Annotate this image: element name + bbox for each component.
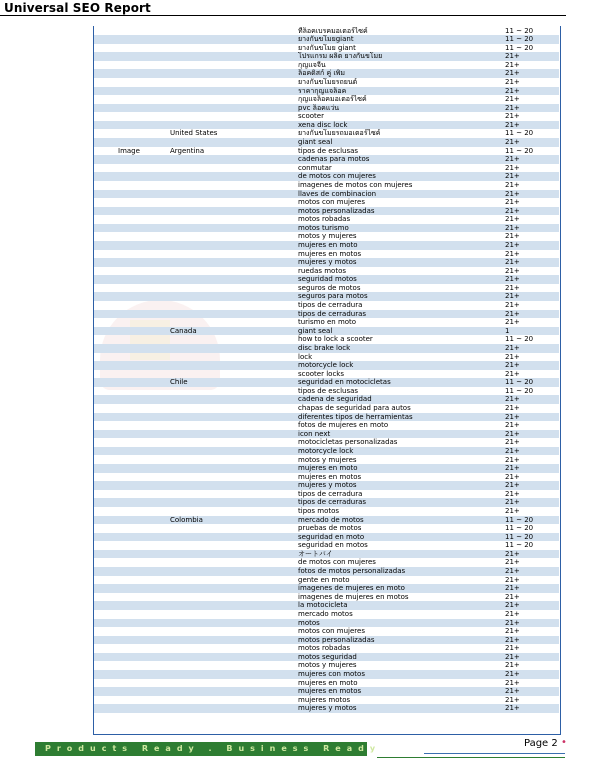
keyword-cell: giant seal	[298, 326, 333, 335]
table-row	[94, 490, 559, 499]
position-cell: 21+	[505, 283, 520, 292]
position-cell: 21+	[505, 644, 520, 653]
table-row	[94, 378, 559, 387]
table-row	[94, 69, 559, 78]
keyword-cell: la motocicleta	[298, 601, 348, 610]
table-row	[94, 61, 559, 70]
table-row	[94, 335, 559, 344]
position-cell: 21+	[505, 506, 520, 515]
position-cell: 21+	[505, 309, 520, 318]
result-type-cell: Image	[118, 146, 140, 155]
position-cell: 21+	[505, 618, 520, 627]
table-row	[94, 507, 559, 516]
keyword-cell: กุญแจจีน	[298, 60, 326, 69]
position-cell: 21+	[505, 395, 520, 404]
position-cell: 21+	[505, 352, 520, 361]
table-row	[94, 138, 559, 147]
keyword-cell: tipos de cerradura	[298, 489, 363, 498]
table-row	[94, 327, 559, 336]
table-row	[94, 567, 559, 576]
table-row	[94, 636, 559, 645]
keyword-cell: mujeres y motos	[298, 258, 357, 267]
table-row	[94, 593, 559, 602]
table-row	[94, 344, 559, 353]
keyword-cell: tipos de cerraduras	[298, 498, 367, 507]
keyword-cell: mujeres en moto	[298, 241, 358, 249]
table-row	[94, 181, 559, 190]
position-cell: 21+	[505, 189, 520, 198]
position-cell: 1	[505, 326, 510, 335]
keyword-cell: motos personalizadas	[298, 206, 375, 215]
position-cell: 21+	[505, 670, 520, 678]
keyword-cell: tipos de cerradura	[298, 301, 363, 310]
table-row	[94, 576, 559, 585]
position-cell: 21+	[505, 206, 520, 215]
position-cell: 11 ~ 20	[505, 146, 534, 155]
table-row	[94, 104, 559, 113]
keyword-cell: mujeres motos	[298, 695, 351, 704]
position-cell: 11 ~ 20	[505, 532, 534, 541]
position-cell: 21+	[505, 172, 520, 181]
position-cell: 21+	[505, 695, 520, 704]
position-cell: 21+	[505, 558, 520, 567]
table-row	[94, 35, 559, 44]
position-cell: 21+	[505, 584, 520, 593]
keyword-cell: pvc ล็อคแว่น	[298, 103, 340, 112]
position-cell: 21+	[505, 412, 520, 421]
keyword-cell: mujeres en moto	[298, 678, 358, 687]
keyword-cell: ยางกันขโมยgiant	[298, 35, 354, 44]
page-number: Page 2	[524, 738, 558, 749]
position-cell: 21+	[505, 155, 520, 164]
keyword-cell: imagenes de motos con mujeres	[298, 180, 413, 189]
position-cell: 11 ~ 20	[505, 26, 534, 35]
keyword-cell: de motos con mujeres	[298, 558, 376, 567]
table-row	[94, 653, 559, 662]
position-cell: 21+	[505, 232, 520, 241]
position-cell: 21+	[505, 95, 520, 104]
keyword-cell: motocicletas personalizadas	[298, 438, 398, 447]
position-cell: 21+	[505, 361, 520, 370]
keyword-cell: how to lock a scooter	[298, 335, 373, 344]
keyword-cell: motos	[298, 618, 320, 627]
position-cell: 21+	[505, 601, 520, 610]
keyword-cell: pruebas de motos	[298, 524, 362, 533]
table-row	[94, 670, 559, 679]
table-row	[94, 121, 559, 130]
position-cell: 11 ~ 20	[505, 35, 534, 44]
keyword-cell: chapas de seguridad para autos	[298, 404, 411, 413]
table-row	[94, 661, 559, 670]
position-cell: 21+	[505, 266, 520, 275]
table-row	[94, 275, 559, 284]
position-cell: 21+	[505, 446, 520, 455]
table-row	[94, 404, 559, 413]
table-row	[94, 129, 559, 138]
position-cell: 21+	[505, 455, 520, 464]
keyword-cell: xena disc lock	[298, 120, 348, 129]
keyword-cell: llaves de combinacion	[298, 189, 377, 198]
table-row	[94, 473, 559, 482]
table-row	[94, 112, 559, 121]
table-row	[94, 318, 559, 327]
position-cell: 21+	[505, 567, 520, 576]
position-cell: 21+	[505, 86, 520, 95]
position-cell: 21+	[505, 661, 520, 670]
table-row	[94, 524, 559, 533]
position-cell: 21+	[505, 60, 520, 69]
position-cell: 21+	[505, 52, 520, 61]
position-cell: 21+	[505, 301, 520, 310]
table-row	[94, 190, 559, 199]
position-cell: 21+	[505, 421, 520, 430]
country-cell: Colombia	[170, 515, 203, 524]
table-row	[94, 619, 559, 628]
keyword-cell: motos personalizadas	[298, 635, 375, 644]
position-cell: 21+	[505, 481, 520, 490]
position-cell: 11 ~ 20	[505, 524, 534, 533]
table-row	[94, 516, 559, 525]
table-row	[94, 250, 559, 259]
position-cell: 21+	[505, 343, 520, 352]
table-row	[94, 498, 559, 507]
table-row	[94, 430, 559, 439]
table-row	[94, 456, 559, 465]
position-cell: 21+	[505, 687, 520, 696]
table-row	[94, 421, 559, 430]
table-row	[94, 267, 559, 276]
position-cell: 21+	[505, 549, 520, 558]
keyword-cell: disc brake lock	[298, 343, 351, 352]
keyword-cell: motorcycle lock	[298, 446, 354, 455]
table-row	[94, 87, 559, 96]
keyword-cell: seguridad en motocicletas	[298, 378, 391, 387]
keyword-cell: seguridad en moto	[298, 532, 365, 541]
table-row	[94, 27, 559, 36]
position-cell: 21+	[505, 198, 520, 207]
position-cell: 21+	[505, 627, 520, 636]
keyword-cell: mujeres y motos	[298, 704, 357, 713]
position-cell: 21+	[505, 318, 520, 327]
table-row	[94, 172, 559, 181]
country-cell: Chile	[170, 378, 188, 387]
keyword-cell: mujeres en motos	[298, 687, 362, 696]
country-cell: Canada	[170, 326, 197, 335]
position-cell: 21+	[505, 292, 520, 301]
position-cell: 11 ~ 20	[505, 515, 534, 524]
keyword-cell: fotos de mujeres en moto	[298, 421, 389, 430]
table-row	[94, 207, 559, 216]
country-cell: Argentina	[170, 146, 205, 155]
keyword-cell: icon next	[298, 429, 331, 438]
table-row	[94, 258, 559, 267]
table-row	[94, 395, 559, 404]
keyword-cell: tipos de cerraduras	[298, 309, 367, 318]
table-row	[94, 292, 559, 301]
footer-divider-green	[377, 757, 565, 758]
keyword-cell: ล็อคดิสก์ คู่ เพิ่ม	[298, 69, 345, 78]
position-cell: 21+	[505, 404, 520, 413]
position-cell: 21+	[505, 464, 520, 473]
table-row	[94, 241, 559, 250]
keyword-cell: motos con mujeres	[298, 198, 365, 207]
keyword-cell: motos seguridad	[298, 652, 357, 661]
keyword-cell: seguridad motos	[298, 275, 357, 284]
position-cell: 21+	[505, 575, 520, 584]
table-row	[94, 584, 559, 593]
position-cell: 21+	[505, 489, 520, 498]
keyword-cell: motos y mujeres	[298, 455, 357, 464]
table-row	[94, 541, 559, 550]
position-cell: 21+	[505, 180, 520, 189]
position-cell: 21+	[505, 592, 520, 601]
table-row	[94, 627, 559, 636]
keyword-cell: conmutar	[298, 163, 332, 172]
position-cell: 21+	[505, 438, 520, 447]
position-cell: 21+	[505, 429, 520, 438]
keyword-cell: cadena de seguridad	[298, 395, 372, 404]
position-cell: 21+	[505, 472, 520, 481]
position-cell: 21+	[505, 249, 520, 258]
position-cell: 21+	[505, 103, 520, 112]
keyword-cell: imagenes de mujeres en motos	[298, 592, 409, 601]
keyword-cell: ยางกันขโมยรถมอเตอร์ไซค์	[298, 129, 381, 138]
table-row	[94, 44, 559, 53]
position-cell: 21+	[505, 498, 520, 507]
table-row	[94, 413, 559, 422]
table-row	[94, 224, 559, 233]
keyword-cell: imagenes de mujeres en moto	[298, 584, 405, 593]
table-row	[94, 438, 559, 447]
keyword-cell: seguros de motos	[298, 283, 361, 292]
position-cell: 21+	[505, 69, 520, 78]
keyword-cell: giant seal	[298, 138, 333, 147]
table-row	[94, 361, 559, 370]
table-row	[94, 284, 559, 293]
position-cell: 11 ~ 20	[505, 378, 534, 387]
table-row	[94, 550, 559, 559]
position-cell: 21+	[505, 215, 520, 224]
table-row	[94, 95, 559, 104]
keyword-cell: fotos de motos personalizadas	[298, 567, 406, 576]
header-divider	[0, 15, 566, 16]
position-cell: 21+	[505, 704, 520, 713]
position-cell: 21+	[505, 77, 520, 86]
position-cell: 21+	[505, 223, 520, 232]
position-cell: 11 ~ 20	[505, 129, 534, 138]
keyword-cell: seguros para motos	[298, 292, 368, 301]
keyword-cell: de motos con mujeres	[298, 172, 376, 181]
keyword-cell: turismo en moto	[298, 318, 357, 327]
report-title: Universal SEO Report	[4, 1, 151, 15]
footer-divider-blue	[424, 753, 565, 754]
position-cell: 21+	[505, 678, 520, 687]
position-cell: 21+	[505, 652, 520, 661]
table-row	[94, 610, 559, 619]
keyword-cell: オートバイ	[298, 549, 333, 558]
table-row	[94, 481, 559, 490]
keyword-cell: ราคากุญแจล็อค	[298, 86, 347, 95]
table-row	[94, 533, 559, 542]
position-cell: 21+	[505, 120, 520, 129]
position-cell: 11 ~ 20	[505, 386, 534, 395]
position-cell: 11 ~ 20	[505, 43, 534, 52]
position-cell: 11 ~ 20	[505, 541, 534, 550]
table-row	[94, 447, 559, 456]
table-row	[94, 310, 559, 319]
position-cell: 11 ~ 20	[505, 335, 534, 344]
table-row	[94, 370, 559, 379]
table-row	[94, 696, 559, 705]
keyword-cell: ruedas motos	[298, 266, 347, 275]
position-cell: 21+	[505, 635, 520, 644]
keyword-cell: lock	[298, 352, 313, 361]
keyword-cell: motorcycle lock	[298, 361, 354, 370]
table-row	[94, 215, 559, 224]
keyword-cell: mujeres con motos	[298, 670, 365, 678]
table-row	[94, 704, 559, 713]
keyword-cell: motos robadas	[298, 215, 351, 224]
footer-tagline: Products Ready . Business Ready	[35, 742, 367, 756]
position-cell: 21+	[505, 163, 520, 172]
keyword-cell: motos turismo	[298, 223, 349, 232]
keyword-cell: ยางกันขโมยรถยนต์	[298, 77, 358, 86]
page-bullet-icon: •	[561, 737, 567, 748]
table-row	[94, 52, 559, 61]
table-row	[94, 147, 559, 156]
keyword-cell: tipos de esclusas	[298, 146, 359, 155]
keyword-cell: scooter	[298, 112, 324, 121]
keyword-cell: seguridad en motos	[298, 541, 368, 550]
table-row	[94, 601, 559, 610]
table-row	[94, 464, 559, 473]
position-cell: 21+	[505, 112, 520, 121]
keyword-cell: tipos motos	[298, 506, 340, 515]
position-cell: 21+	[505, 369, 520, 378]
table-row	[94, 387, 559, 396]
keyword-cell: gente en moto	[298, 575, 350, 584]
keyword-cell: กุญแจล็อคมอเตอร์ไซค์	[298, 95, 367, 104]
table-row	[94, 558, 559, 567]
keyword-cell: motos con mujeres	[298, 627, 365, 636]
keyword-cell: โปรแกรม ผลิต ยางกันขโมย	[298, 52, 383, 61]
keyword-cell: cadenas para motos	[298, 155, 370, 164]
country-cell: United States	[170, 129, 218, 138]
keyword-cell: ยางกันขโมย giant	[298, 43, 356, 52]
table-row	[94, 78, 559, 87]
keyword-cell: motos robadas	[298, 644, 351, 653]
position-cell: 21+	[505, 275, 520, 284]
position-cell: 21+	[505, 258, 520, 267]
keyword-cell: mercado motos	[298, 609, 353, 618]
keyword-cell: ที่ล็อคเบรคมอเตอร์ไซค์	[298, 26, 368, 35]
table-row	[94, 232, 559, 241]
table-row	[94, 155, 559, 164]
keyword-cell: tipos de esclusas	[298, 386, 359, 395]
keyword-cell: mujeres en motos	[298, 472, 362, 481]
table-row	[94, 353, 559, 362]
position-cell: 21+	[505, 609, 520, 618]
keyword-cell: mujeres en motos	[298, 249, 362, 258]
table-row	[94, 679, 559, 688]
keyword-cell: motos y mujeres	[298, 232, 357, 241]
position-cell: 21+	[505, 241, 520, 249]
keyword-cell: scooter locks	[298, 369, 344, 378]
keyword-cell: mujeres en moto	[298, 464, 358, 473]
table-row	[94, 164, 559, 173]
table-row	[94, 198, 559, 207]
table-row	[94, 687, 559, 696]
keyword-cell: mujeres y motos	[298, 481, 357, 490]
keyword-cell: mercado de motos	[298, 515, 364, 524]
table-row	[94, 644, 559, 653]
keyword-cell: diferentes tipos de herramientas	[298, 412, 413, 421]
position-cell: 21+	[505, 138, 520, 147]
keyword-cell: motos y mujeres	[298, 661, 357, 670]
table-row	[94, 301, 559, 310]
